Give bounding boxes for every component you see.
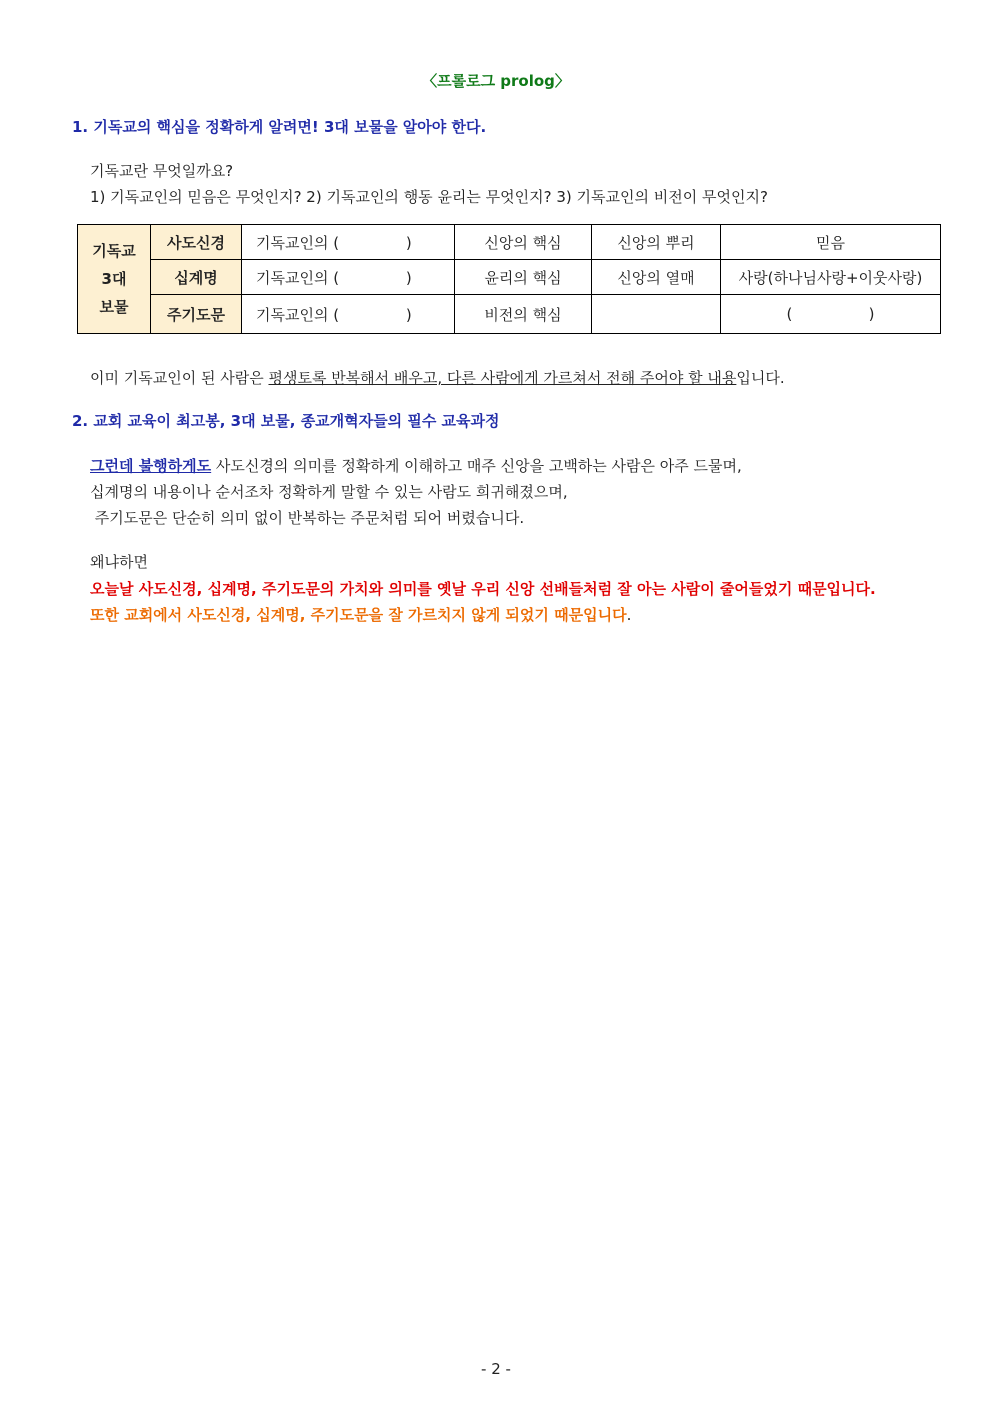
row-header-line: 보물 bbox=[99, 298, 129, 316]
treasure-meaning: 사랑(하나님사랑+이웃사랑) bbox=[721, 260, 941, 295]
treasure-name: 주기도문 bbox=[151, 295, 242, 334]
note-underlined-text: 평생토록 반복해서 배우고, 다른 사람에게 가르쳐서 전해 주어야 할 내용 bbox=[268, 369, 737, 387]
because-label: 왜냐하면 bbox=[90, 553, 148, 571]
treasure-name: 십계명 bbox=[151, 260, 242, 295]
treasure-core: 신앙의 핵심 bbox=[455, 225, 592, 260]
page-title: 〈프롤로그 prolog〉 bbox=[422, 72, 570, 90]
table-row bbox=[78, 225, 941, 260]
note-text: 이미 기독교인이 된 사람은 bbox=[90, 369, 269, 387]
section2-line1 bbox=[90, 455, 742, 476]
section1-note bbox=[90, 367, 785, 388]
page-number: - 2 - bbox=[481, 1360, 511, 1378]
reason-orange: 또한 교회에서 사도신경, 십계명, 주기도문을 잘 가르치지 않게 되었기 때문입니다 bbox=[90, 606, 627, 624]
treasure-blank: 기독교인의 ( ) bbox=[242, 295, 455, 334]
treasure-core: 윤리의 핵심 bbox=[455, 260, 592, 295]
section1-subquestions: 1) 기독교인의 믿음은 무엇인지? 2) 기독교인의 행동 윤리는 무엇인지? 3) 기독교인의 비전이 무엇인지? bbox=[90, 188, 768, 206]
treasure-name: 사도신경 bbox=[151, 225, 242, 260]
treasure-meaning: ( ) bbox=[721, 295, 941, 334]
treasure-aspect bbox=[592, 295, 721, 334]
unfortunately-link[interactable]: 그런데 불행하게도 bbox=[90, 457, 212, 475]
row-header-line: 기독교 bbox=[92, 242, 136, 260]
treasure-blank: 기독교인의 ( ) bbox=[242, 225, 455, 260]
reason-orange-line bbox=[90, 604, 631, 625]
line1-text: 사도신경의 의미를 정확하게 이해하고 매주 신앙을 고백하는 사람은 아주 드물며, bbox=[211, 457, 742, 475]
section1-heading: 1. 기독교의 핵심을 정확하게 알려면! 3대 보물을 알아야 한다. bbox=[72, 118, 487, 136]
reason-orange-period: . bbox=[626, 606, 632, 624]
treasure-blank: 기독교인의 ( ) bbox=[242, 260, 455, 295]
section2-line3: 주기도문은 단순히 의미 없이 반복하는 주문처럼 되어 버렸습니다. bbox=[90, 509, 525, 527]
reason-red: 오늘날 사도신경, 십계명, 주기도문의 가치와 의미를 옛날 우리 신앙 선배들처럼 잘 아는 사람이 줄어들었기 때문입니다. bbox=[90, 580, 876, 598]
row-header-line: 3대 bbox=[101, 270, 127, 288]
table-row bbox=[78, 295, 941, 334]
three-treasures-table bbox=[77, 224, 941, 334]
section1-question: 기독교란 무엇일까요? bbox=[90, 162, 234, 180]
section2-heading: 2. 교회 교육이 최고봉, 3대 보물, 종교개혁자들의 필수 교육과정 bbox=[72, 412, 500, 430]
treasure-aspect: 신앙의 뿌리 bbox=[592, 225, 721, 260]
table-row bbox=[78, 260, 941, 295]
table-row-header bbox=[78, 225, 151, 334]
note-text-end: 입니다. bbox=[736, 369, 785, 387]
treasure-aspect: 신앙의 열매 bbox=[592, 260, 721, 295]
section2-line2: 십계명의 내용이나 순서조차 정확하게 말할 수 있는 사람도 희귀해졌으며, bbox=[90, 483, 568, 501]
treasure-core: 비전의 핵심 bbox=[455, 295, 592, 334]
treasure-meaning: 믿음 bbox=[721, 225, 941, 260]
